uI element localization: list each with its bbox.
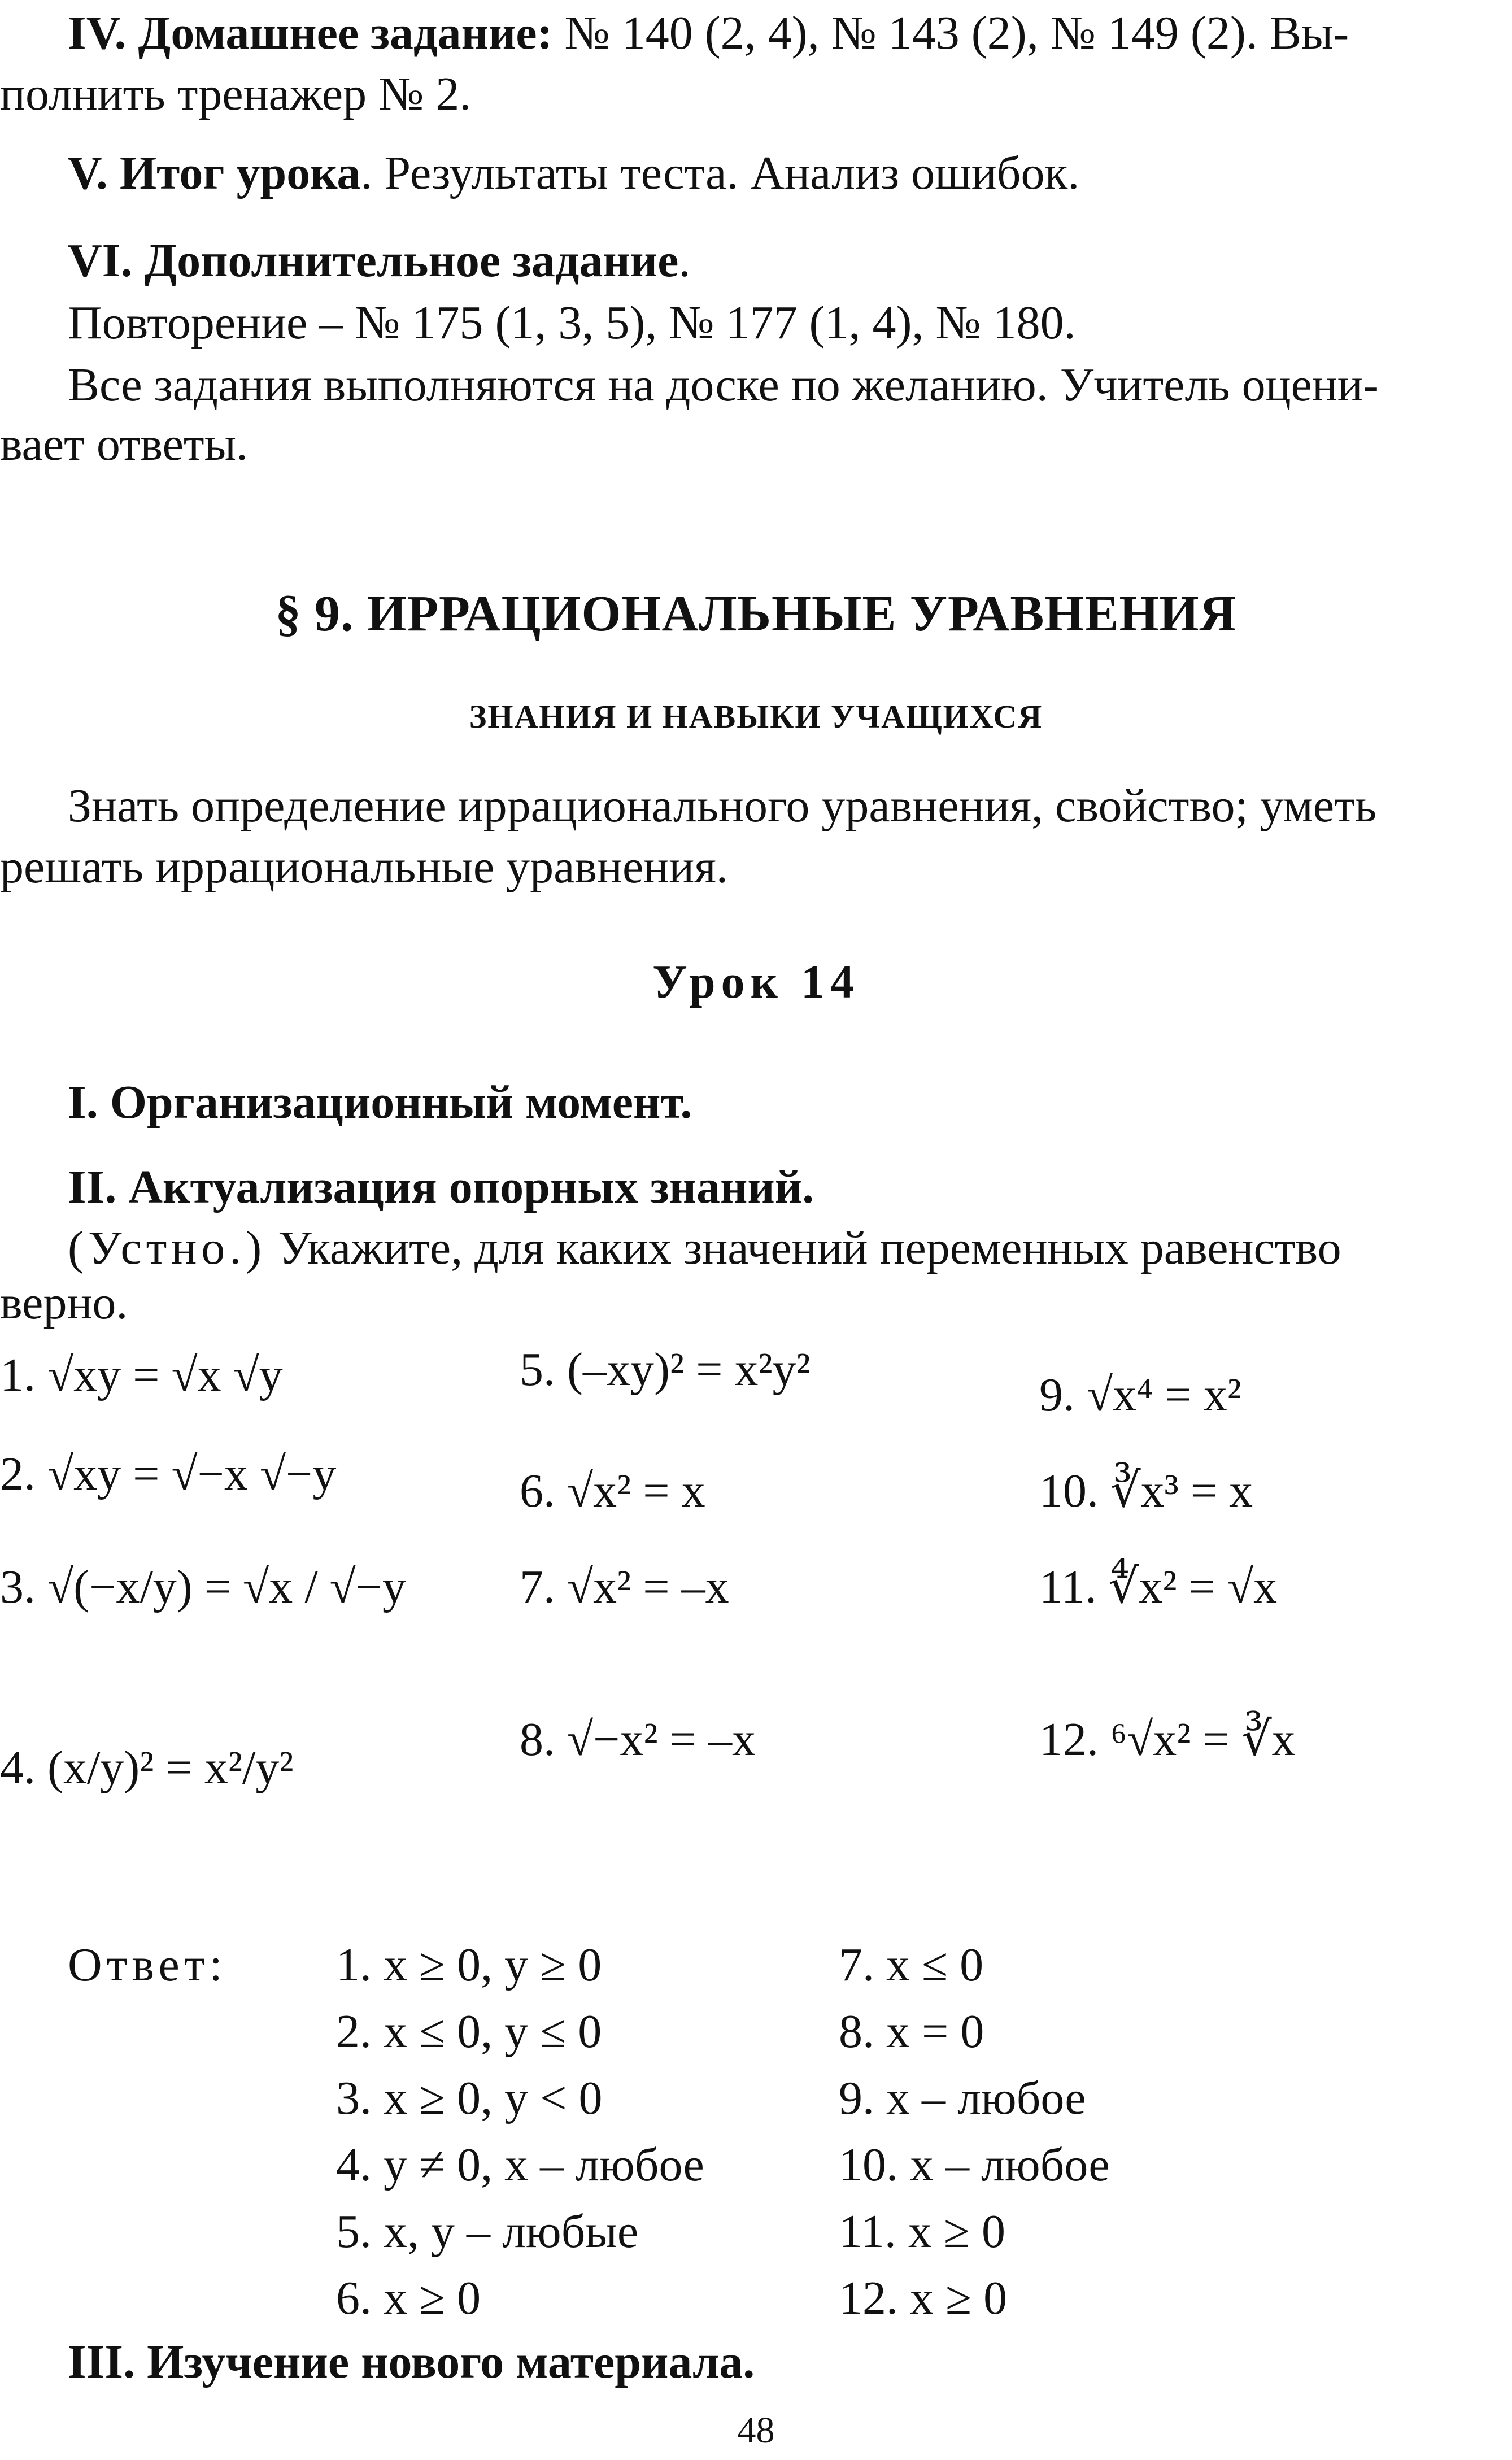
equation-5 [520,1342,811,1398]
equation-7 [520,1559,729,1616]
equation-number: 8. [520,1713,555,1766]
answer-right-2: 8. x = 0 [839,2005,984,2058]
summary-label: V. Итог урока [68,147,361,199]
equation-number: 11. [1039,1561,1097,1613]
answer-right-4: 10. x – любое [839,2139,1110,2191]
equation-number: 5. [520,1343,555,1396]
summary-line [68,141,1079,205]
section-title: § 9. ИРРАЦИОНАЛЬНЫЕ УРАВНЕНИЯ [275,586,1237,642]
extra-label: VI. Дополнительное задание [68,234,679,287]
equation-4 [0,1740,294,1796]
lesson-title: Урок 14 [652,956,860,1008]
equation-number: 3. [0,1561,36,1613]
answer-right-3: 9. x – любое [839,2072,1086,2124]
equation-3 [0,1559,406,1616]
answer-left-6: 6. x ≥ 0 [336,2272,481,2324]
equation-12 [1039,1712,1295,1768]
equation-8 [520,1712,756,1768]
equation-number: 1. [0,1349,36,1401]
answer-left-5: 5. x, y – любые [336,2205,639,2258]
equation-number: 9. [1039,1369,1075,1421]
equation-formula: √x² = x [567,1465,705,1517]
equation-formula: √x⁴ = x² [1087,1369,1241,1421]
summary-text: . Результаты теста. Анализ ошибок. [360,147,1080,199]
equation-formula: (–xy)² = x²y² [567,1343,811,1396]
answer-left-2: 2. x ≤ 0, y ≤ 0 [336,2005,602,2058]
homework-label: IV. Домашнее задание: [68,7,553,59]
answer-right-5: 11. x ≥ 0 [839,2205,1005,2258]
equation-10 [1039,1463,1253,1519]
answer-left-3: 3. x ≥ 0, y < 0 [336,2072,603,2124]
equation-formula: ⁶√x² = ∛x [1110,1713,1296,1766]
equation-number: 7. [520,1561,555,1613]
repeat-line: Повторение – № 175 (1, 3, 5), № 177 (1, 4), № 180. [68,297,1076,349]
equation-number: 6. [520,1465,555,1517]
board-line-1: Все задания выполняются на доске по желанию. Учитель оцени- [68,359,1379,411]
equation-1 [0,1347,283,1404]
equation-number: 12. [1039,1713,1099,1766]
homework-line-2: полнить тренажер № 2. [0,68,472,120]
answer-left-4: 4. y ≠ 0, x – любое [336,2139,704,2191]
org-moment: I. Организационный момент. [68,1076,692,1129]
equation-2 [0,1446,336,1503]
oral-text: Укажите, для каких значений переменных равенство [266,1222,1341,1274]
homework-text: № 140 (2, 4), № 143 (2), № 149 (2). Вы- [552,7,1349,59]
knowledge-line-2: решать иррациональные уравнения. [0,841,728,893]
actualization-heading: II. Актуализация опорных знаний. [68,1161,814,1213]
equation-formula: √xy = √x √y [47,1349,283,1401]
equation-formula: ∛x³ = x [1110,1465,1253,1517]
oral-line [68,1216,1341,1280]
extra-heading [68,229,690,293]
equation-number: 4. [0,1741,36,1794]
answer-right-1: 7. x ≤ 0 [839,1939,984,1991]
new-material-heading: III. Изучение нового материала. [68,2336,755,2388]
knowledge-line-1: Знать определение иррационального уравнения, свойство; уметь [68,780,1377,832]
extra-dot: . [678,234,691,287]
homework-line [68,1,1502,65]
section-subtitle: ЗНАНИЯ И НАВЫКИ УЧАЩИХСЯ [469,698,1043,735]
equation-formula: √x² = –x [567,1561,729,1613]
equation-9 [1039,1367,1241,1423]
equation-formula: √xy = √−x √−y [47,1448,337,1500]
answer-left-1: 1. x ≥ 0, y ≥ 0 [336,1939,602,1991]
board-line-2: вает ответы. [0,418,249,471]
equation-11 [1039,1559,1277,1616]
equation-formula: √−x² = –x [567,1713,756,1766]
answers-label: Ответ: [68,1939,227,1991]
oral-line-2: верно. [0,1277,128,1329]
equation-formula: (x/y)² = x²/y² [47,1741,294,1794]
page-number: 48 [737,2410,775,2451]
equation-formula: √(−x/y) = √x / √−y [47,1561,407,1613]
equation-number: 10. [1039,1465,1099,1517]
equation-number: 2. [0,1448,36,1500]
equation-6 [520,1463,705,1519]
equation-formula: ∜x² = √x [1108,1561,1278,1613]
oral-label: (Устно.) [68,1222,267,1274]
answer-right-6: 12. x ≥ 0 [839,2272,1008,2324]
